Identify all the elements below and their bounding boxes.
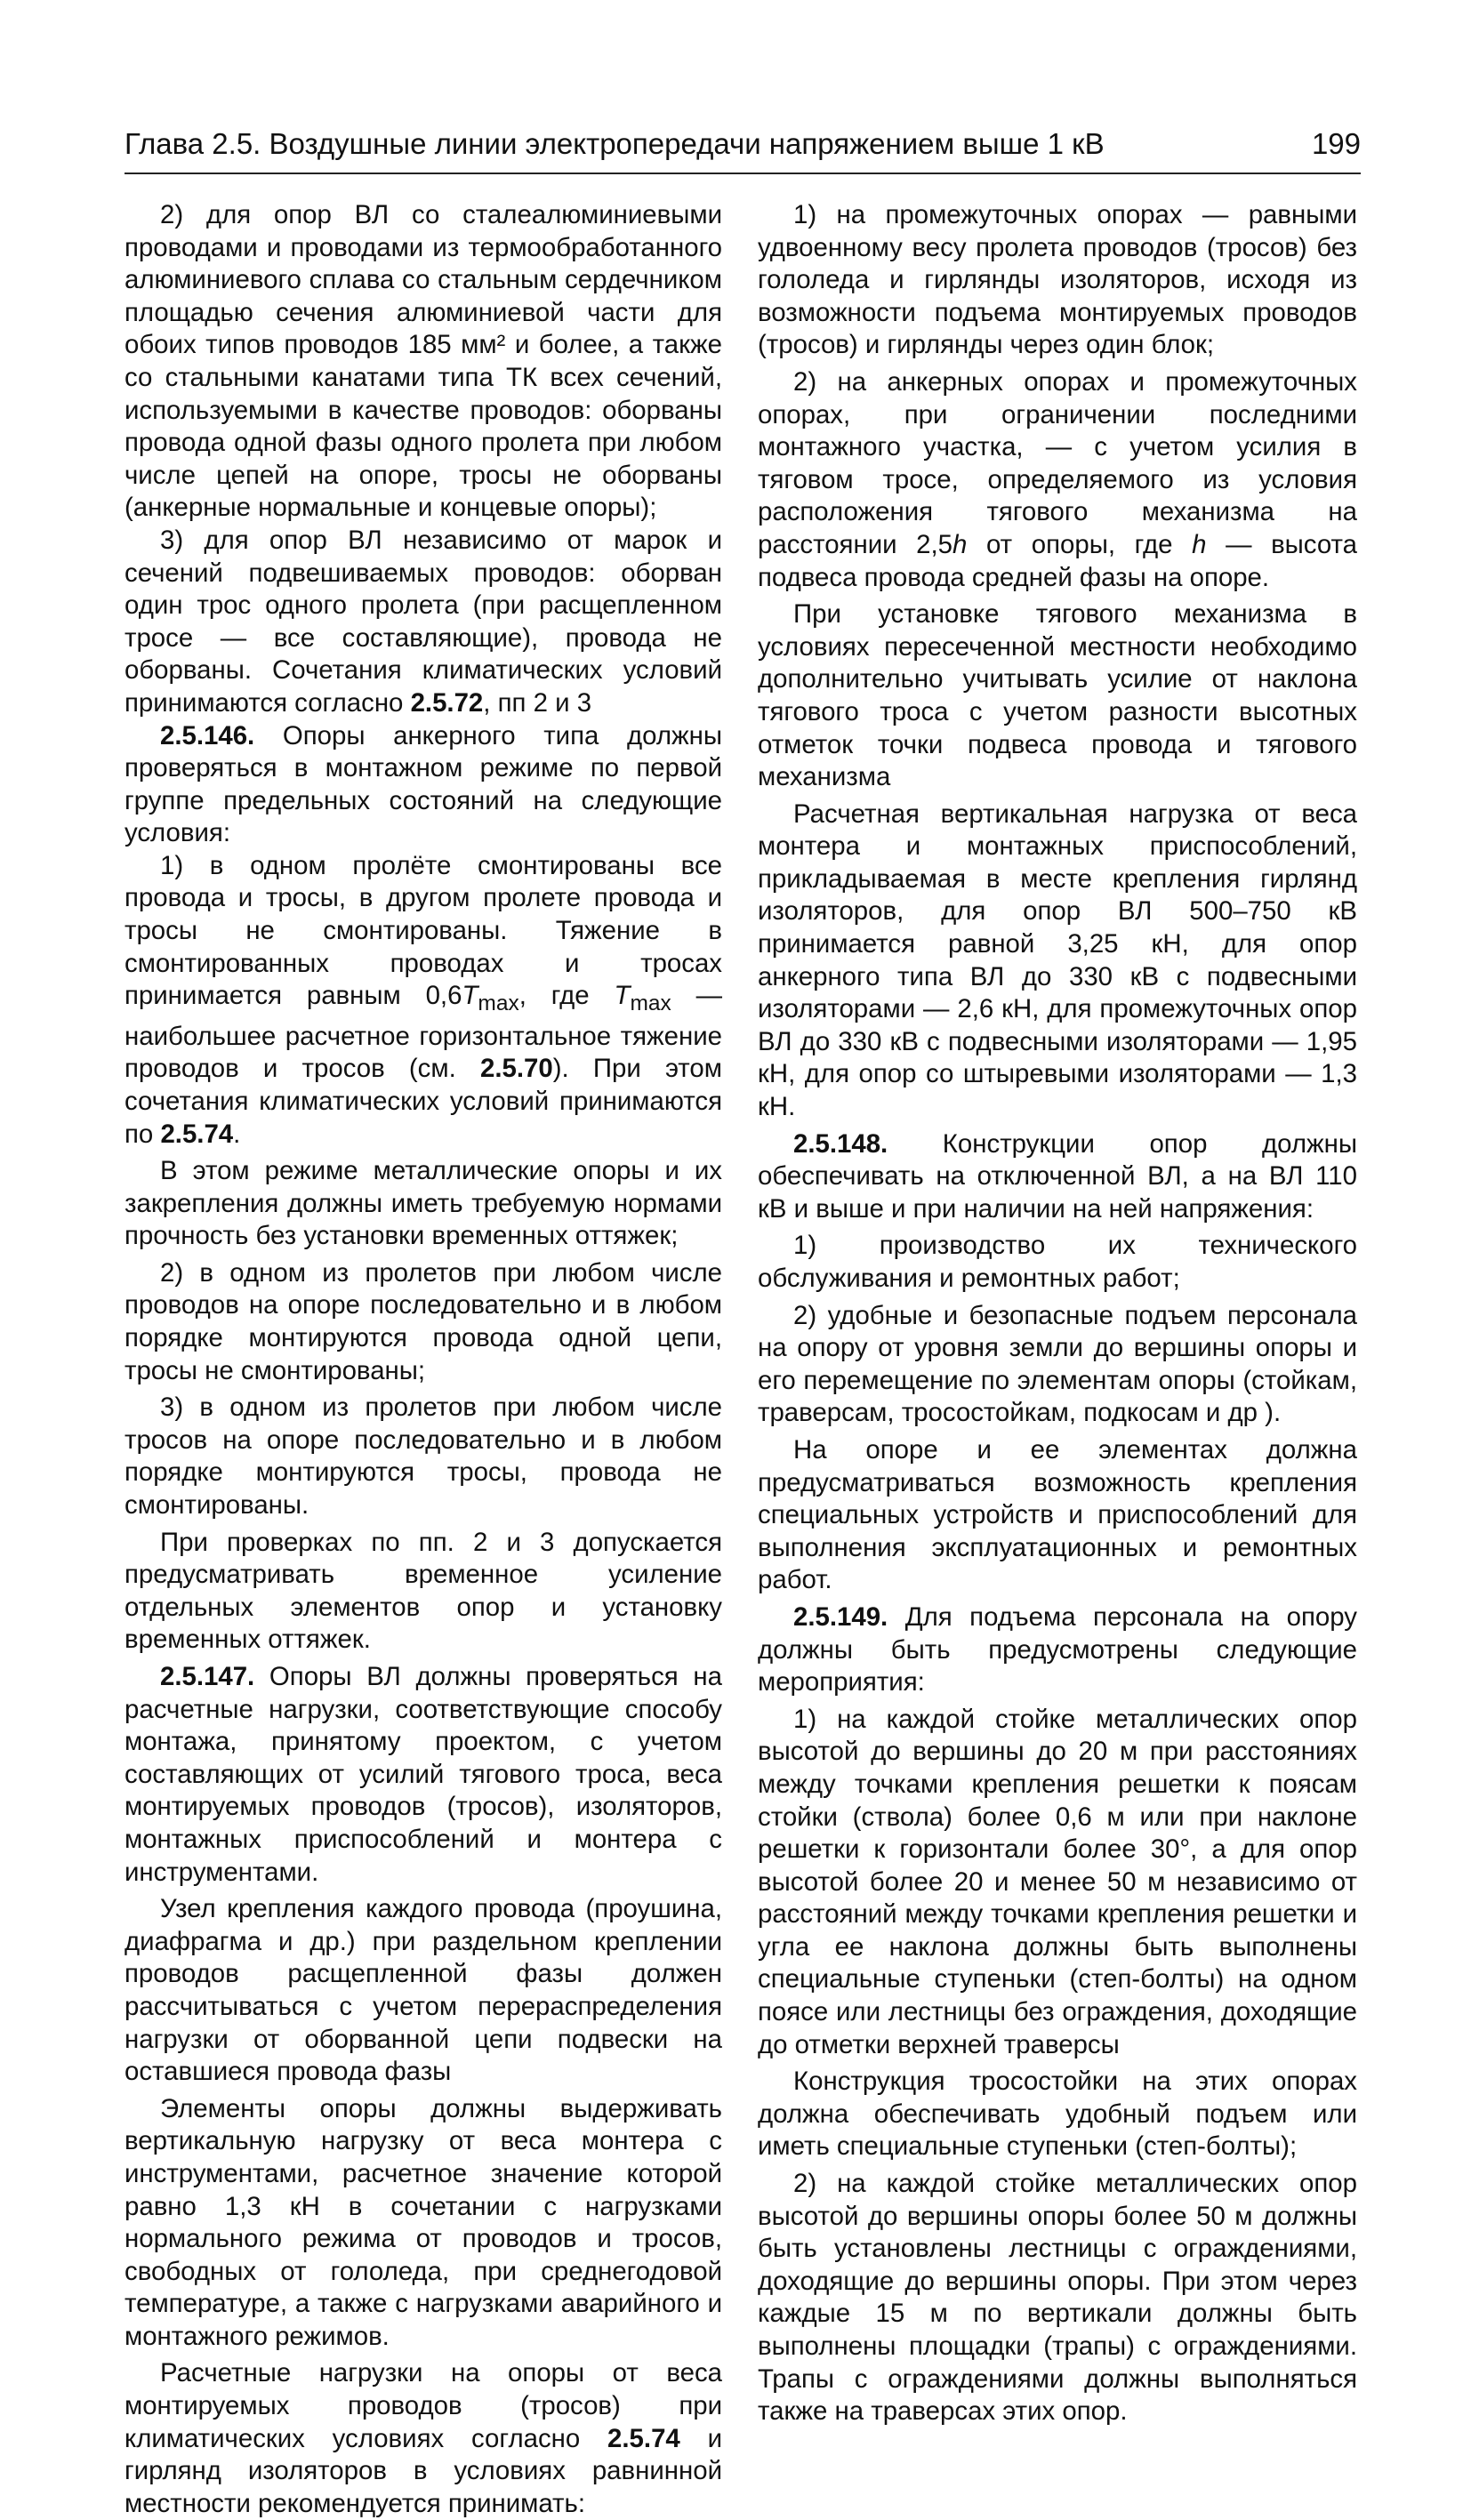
- paragraph: 2) на анкерных опорах и промежуточных опорах, при ограничении последними монтажного участка, — с учетом усилия в тяговом тросе, определяемого из условия расположения тягового механизма на расстоянии 2,5h от опоры, где h — высота подвеса провода средней фазы на опоре.: [758, 366, 1358, 592]
- paragraph: 3) в одном из пролетов при любом числе тросов на опоре последовательно и в любом порядке монтируются тросы, провода не смонтированы.: [125, 1392, 722, 1521]
- math-subscript: max: [630, 991, 671, 1016]
- paragraph: 1) в одном пролёте смонтированы все провода и тросы, в другом пролете провода и тросы не смонтированы. Тяжение в смонтированных проводах и тросах принимается равным $0,6T_{max}$, где $T_{max}$ — наибольшее расчетное горизонтальное тяжение проводов и тросов (см. 2.5.70). При этом сочетания климатических условий принимаются по 2.5.74.: [125, 850, 723, 1149]
- page-number: 199: [1311, 127, 1361, 160]
- section-ref: 2.5.74: [607, 2423, 680, 2453]
- math-symbol: h: [1192, 529, 1207, 559]
- paragraph: 2) в одном из пролетов при любом числе проводов на опоре последовательно и в любом порядке монтируются провода одной цепи, тросы не смонтированы;: [125, 1257, 722, 1385]
- paragraph: 1) на каждой стойке металлических опор высотой до вершины до 20 м при расстояниях между точками крепления решетки к поясам стойки (ствола) более 0,6 м или при наклоне решетки к горизонтали более 30°, а для опор высотой более 20 и менее 50 м независимо от расстояний между точками крепления решетки и угла ее наклона должны быть выполнены специальные ступеньки (степ-болты) на одном поясе или лестницы без ограждения, доходящие до отметки верхней траверсы: [758, 1704, 1357, 2059]
- paragraph: 2.5.146. Опоры анкерного типа должны проверяться в монтажном режиме по первой группе предельных состояний на следующие условия:: [125, 720, 722, 848]
- section-ref: 2.5.70: [479, 1054, 553, 1084]
- paragraph: Конструкция тросостойки на этих опорах должна обеспечивать удобный подъем или иметь специальные ступеньки (степ-болты);: [758, 2067, 1357, 2162]
- section-number: 2.5.147.: [160, 1662, 255, 1691]
- paragraph: 1) на промежуточных опорах — равными удвоенному весу пролета проводов (тросов) без гололеда и гирлянды изоляторов, исходя из возможности подъема монтируемых проводов (тросов) и гирлянды через один блок;: [758, 200, 1357, 360]
- section-number: 2.5.149.: [793, 1601, 888, 1632]
- math-symbol: T: [462, 981, 478, 1011]
- paragraph: 2.5.149. Для подъема персонала на опору должны быть предусмотрены следующие мероприятия:: [758, 1601, 1357, 1697]
- math-symbol: h: [953, 529, 968, 559]
- math-symbol: T: [614, 981, 631, 1011]
- paragraph: 2) для опор ВЛ со сталеалюминиевыми проводами и проводами из термообработанного алюминиевого сплава со стальным сердечником площадью сечения алюминиевой части для обоих типов проводов 185 мм² и более, а также со стальными канатами типа ТК всех сечений, используемыми в качестве проводов: оборваны провода одной фазы одного пролета при любом числе цепей на опоре, тросы не оборваны (анкерные нормальные и концевые опоры);: [125, 200, 722, 523]
- paragraph: 2) удобные и безопасные подъем персонала на опору от уровня земли до вершины опоры и его перемещение по элементам опоры (стойкам, траверсам, тросостойкам, подкосам и др ).: [758, 1300, 1357, 1428]
- paragraph: При установке тягового механизма в условиях пересеченной местности необходимо дополнительно учитывать усилие от наклона тягового троса с учетом разности высотных отметок точки подвеса провода и тягового механизма: [758, 599, 1357, 792]
- chapter-title: Глава 2.5. Воздушные линии электропередачи напряжением выше 1 кВ: [125, 127, 1105, 160]
- paragraph: Расчетная вертикальная нагрузка от веса монтера и монтажных приспособлений, прикладываемая в месте крепления гирлянд изоляторов, для опор ВЛ 500–750 кВ принимается равной 3,25 кН, для опор анкерного типа ВЛ до 330 кВ с подвесными изоляторами — 2,6 кН, для промежуточных опор ВЛ до 330 кВ с подвесными изоляторами — 1,95 кН, для опор со штыревыми изоляторами — 1,3 кН.: [758, 799, 1357, 1122]
- section-ref: 2.5.74: [160, 1119, 234, 1149]
- paragraph: 1) производство их технического обслуживания и ремонтных работ;: [758, 1231, 1357, 1293]
- left-column: [125, 199, 722, 2520]
- paragraph: 2.5.147. Опоры ВЛ должны проверяться на расчетные нагрузки, соответствующие способу монтажа, принятому проектом, с учетом составляющих от усилий тягового троса, веса монтируемых проводов (тросов), изоляторов, монтажных приспособлений и монтера с инструментами.: [125, 1662, 722, 1887]
- right-column: [758, 199, 1357, 2428]
- paragraph: 2) на каждой стойке металлических опор высотой до вершины опоры более 50 м должны быть установлены лестницы с ограждениями, доходящие до вершины опоры. При этом через каждые 15 м по вертикали должны быть выполнены площадки (трапы) с ограждениями. Трапы с ограждениями должны выполняться также на траверсах этих опор.: [758, 2169, 1357, 2427]
- paragraph: Узел крепления каждого провода (проушина, диафрагма и др.) при раздельном креплении проводов расщепленной фазы должен рассчитываться с учетом перераспределения нагрузки от оборванной цепи подвески на оставшиеся провода фазы: [125, 1894, 722, 2087]
- paragraph: 2.5.148. Конструкции опор должны обеспечивать на отключенной ВЛ, а на ВЛ 110 кВ и выше и при наличии на ней напряжения:: [758, 1128, 1357, 1224]
- section-number: 2.5.146.: [160, 720, 255, 750]
- paragraph: Элементы опоры должны выдерживать вертикальную нагрузку от веса монтера с инструментами, расчетное значение которой равно 1,3 кН в сочетании с нагрузками нормального режима от проводов и тросов, свободных от гололеда, при среднегодовой температуре, а также с нагрузками аварийного и монтажного режимов.: [125, 2093, 722, 2351]
- paragraph: При проверках по пп. 2 и 3 допускается предусматривать временное усиление отдельных элементов опор и установку временных оттяжек.: [125, 1527, 722, 1655]
- paragraph: Расчетные нагрузки на опоры от веса монтируемых проводов (тросов) при климатических условиях согласно 2.5.74 и гирлянд изоляторов в условиях равнинной местности рекомендуется принимать:: [125, 2358, 722, 2518]
- header-rule: [125, 173, 1361, 174]
- section-number: 2.5.148.: [793, 1128, 888, 1159]
- paragraph: На опоре и ее элементах должна предусматриваться возможность крепления специальных устройств и приспособлений для выполнения эксплуатационных и ремонтных работ.: [758, 1434, 1357, 1595]
- paragraph: В этом режиме металлические опоры и их закрепления должны иметь требуемую нормами прочность без установки временных оттяжек;: [125, 1156, 722, 1251]
- math-subscript: max: [478, 991, 519, 1016]
- section-ref: 2.5.72: [410, 687, 484, 718]
- paragraph: 3) для опор ВЛ независимо от марок и сечений подвешиваемых проводов: оборван один трос одного пролета (при расщепленном тросе — все составляющие), провода не оборваны. Сочетания климатических условий принимаются согласно 2.5.72, пп 2 и 3: [125, 525, 722, 718]
